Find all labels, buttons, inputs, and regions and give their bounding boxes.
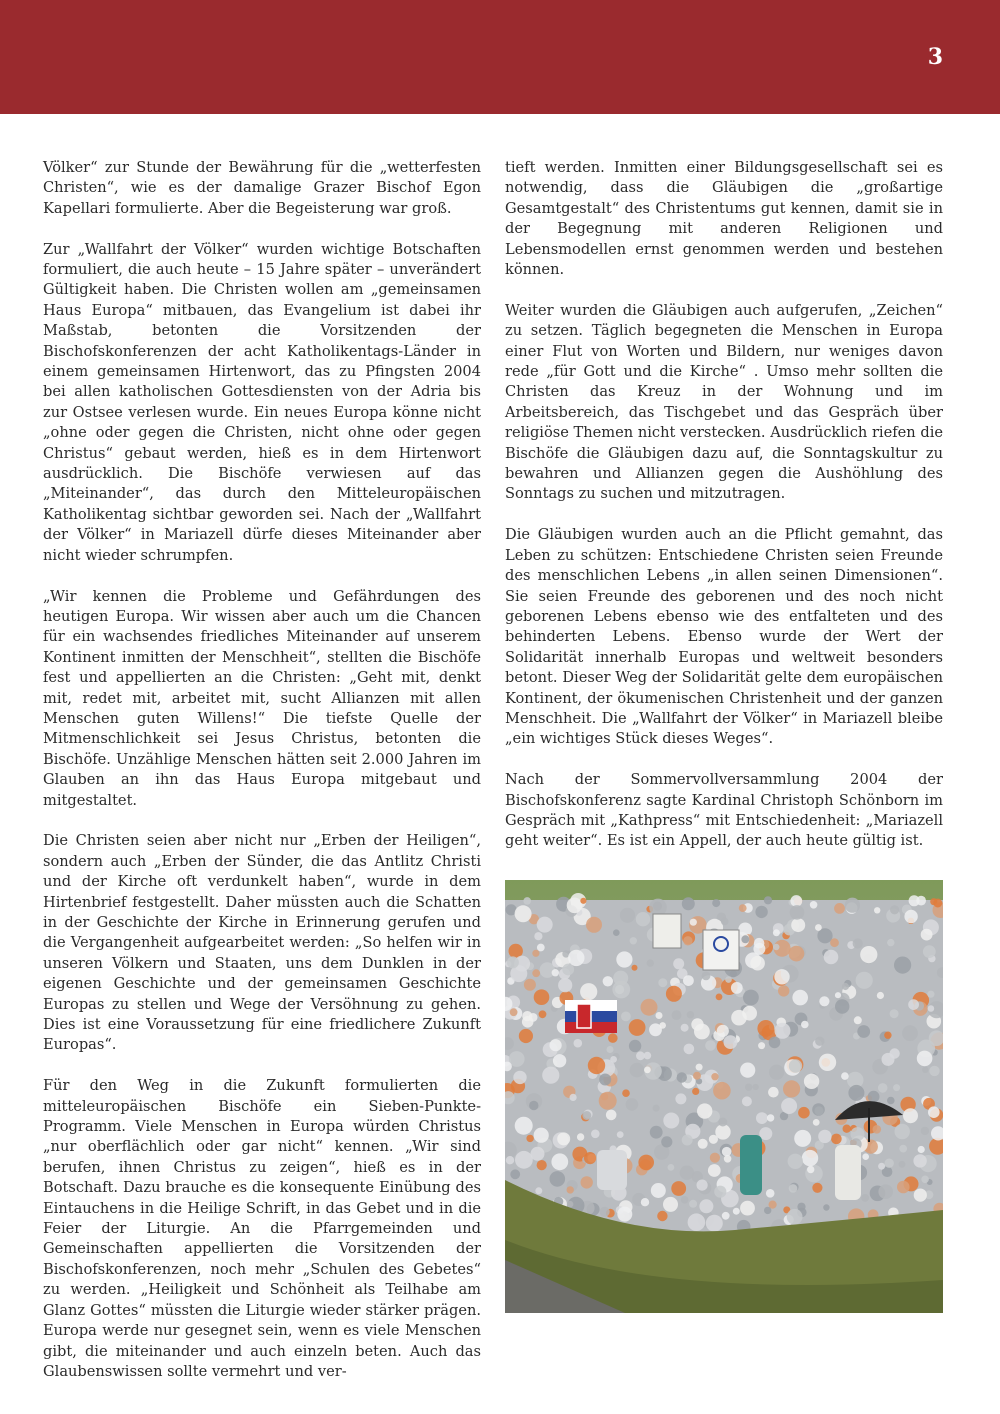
paragraph: Nach der Sommervollversammlung 2004 der Bischofskonferenz sagte Kardinal Christoph Schönborn im Gespräch mit „Kathpress“ mit Entschiedenheit: „Mariazell geht weiter“. Es ist ein Appell, der auch heute gültig ist. — [505, 771, 943, 850]
header-band — [0, 0, 1000, 114]
paragraph: Die Christen seien aber nicht nur „Erben der Heiligen“, sondern auch „Erben der Sünder, die das Antlitz Christi und der Kirche oft verdunkelt haben“, wurde in dem Hirtenbrief festgestellt. Daher müssten auch die Schatten in der Geschichte der Kirche in Erinnerung gerufen und die Vergangenheit aufgearbeitet werden: „So helfen wir in unseren Völkern und Staaten, uns dem Dunklen in der eigenen Geschichte und der gemeinsamen Geschichte Europas zu stellen und Wege der Versöhnung zu gehen. Dies ist eine Voraussetzung für eine friedlichere Zukunft Europas“. — [43, 832, 481, 1054]
right-text-column — [505, 158, 943, 872]
flag — [565, 1000, 617, 1033]
paragraph: tieft werden. Inmitten einer Bildungsgesellschaft sei es notwendig, dass die Gläubigen die „großartige Gesamtgestalt“ des Christentums gut kennen, damit sie in der Begegnung mit anderen Religionen und Lebensmodellen ernst genommen werden und bestehen können. — [505, 159, 943, 279]
sign — [653, 914, 681, 948]
left-text-column — [43, 158, 481, 1403]
paragraph: Zur „Wallfahrt der Völker“ wurden wichtige Botschaften formuliert, die auch heute – 15 Jahre später – unverändert Gültigkeit haben. Die Christen wollen am „gemeinsamen Haus Europa“ mitbauen, das Evangelium ist dabei ihr Maßstab, betonten die Vorsitzenden der Bischofskonferenzen der acht Katholikentags-Länder in einem gemeinsamen Hirtenwort, das zu Pfingsten 2004 bei allen katholischen Gottesdiensten von der Adria bis zur Ostsee verlesen wurde. Ein neues Europa könne nicht „ohne oder gegen die Christen, nicht ohne oder gegen Christus“ gebaut werden, hieß es in dem Hirtenwort ausdrücklich. Die Bischöfe verwiesen auf das „Miteinander“, das durch den Mitteleuropäischen Katholikentag sichtbar geworden sei. Nach der „Wallfahrt der Völker“ in Mariazell dürfe dieses Miteinander aber nicht wieder schrumpfen. — [43, 240, 481, 564]
paragraph: Die Gläubigen wurden auch an die Pflicht gemahnt, das Leben zu schützen: Entschiedene Christen seien Freunde des menschlichen Lebens „in allen seinen Dimensionen“. Sie seien Freunde des geborenen und des noch nicht geborenen Lebens ebenso wie des entfalteten und des behinderten Lebens. Ebenso wurde der Wert der Solidarität innerhalb Europas und weltweit besonders betont. Dieser Weg der Solidarität gelte dem europäischen Kontinent, der ökumenischen Christenheit und der ganzen Menschheit. Die „Wallfahrt der Völker“ in Mariazell bleibe „ein wichtiges Stück dieses Weges“. — [505, 526, 943, 748]
paragraph: „Wir kennen die Probleme und Gefährdungen des heutigen Europa. Wir wissen aber auch um die Chancen für ein wachsendes friedliches Miteinander auf unserem Kontinent inmitten der Menschheit“, stellten die Bischöfe fest und appellierten an die Christen: „Geht mit, denkt mit, redet mit, arbeitet mit, sucht Allianzen mit allen Menschen guten Willens!“ Die tiefste Quelle der Mitmenschlichkeit sei Jesus Christus, betonten die Bischöfe. Unzählige Menschen hätten seit 2.000 Jahren im Glauben an ihn das Haus Europa mitgebaut und mitgestaltet. — [43, 587, 481, 809]
paragraph: Weiter wurden die Gläubigen auch aufgerufen, „Zeichen“ zu setzen. Täglich begegneten die Menschen in Europa einer Flut von Worten und Bildern, nur weniges davon rede „für Gott und die Kirche“ . Umso mehr sollten die Christen das Kreuz in der Wohnung und im Arbeitsbereich, das Tischgebet und das Gespräch über religiöse Themen nicht verstecken. Ausdrücklich riefen die Bischöfe die Gläubigen dazu auf, die Sonntagskultur zu bewahren und Allianzen gegen die Aushöhlung des Sonntags zu suchen und mitzutragen. — [505, 301, 943, 503]
page-number: 3 — [927, 44, 943, 70]
paragraph: Für den Weg in die Zukunft formulierten die mitteleuropäischen Bischöfe ein Sieben-Punkte-Programm. Viele Menschen in Europa würden Christus „nur oberflächlich oder gar nicht“ kennen. „Wir sind berufen, ihnen Christus zu zeigen“, hieß es in der Botschaft. Dazu brauche es die konsequente Einübung des Eintauchens in die Heilige Schrift, in das Gebet und in die Feier der Liturgie. An die Pfarrgemeinden und Gemeinschaften appellierten die Vorsitzenden der Bischofskonferenzen, noch mehr „Schulen des Gebetes“ zu werden. „Heiligkeit und Schönheit als Teilhabe am Glanz Gottes“ müssten die Liturgie wieder stärker prägen. Europa werde nur gesegnet sein, wenn es viele Menschen gibt, die miteinander und auch einzeln beten. Auch das Glaubenswissen sollte vermehrt und ver- — [43, 1077, 481, 1380]
paragraph: Völker“ zur Stunde der Bewährung für die „wetterfesten Christen“, wie es der damalige Grazer Bischof Egon Kapellari formulierte. Aber die Begeisterung war groß. — [43, 159, 481, 217]
crowd-photo — [505, 880, 943, 1313]
